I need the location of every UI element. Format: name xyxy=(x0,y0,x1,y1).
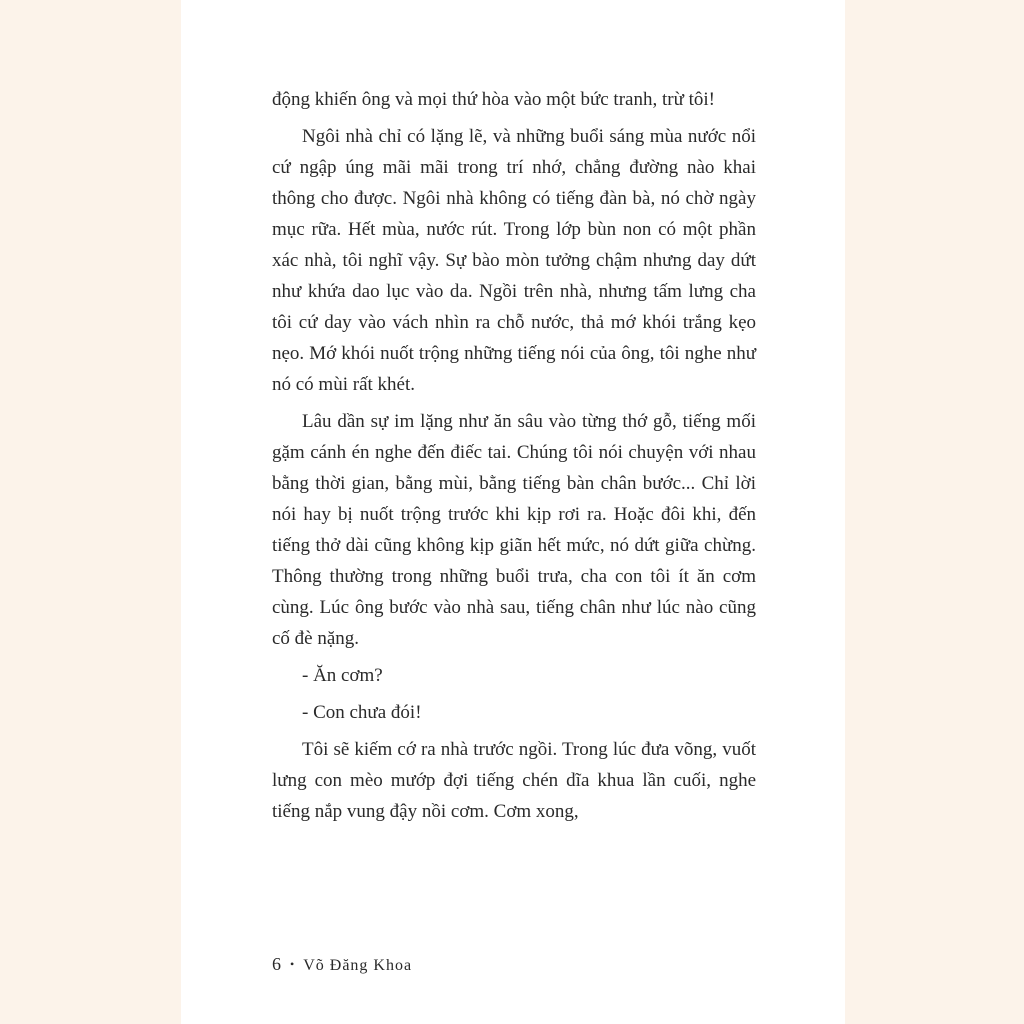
page-footer xyxy=(272,954,412,975)
book-page xyxy=(181,0,845,1024)
page-body xyxy=(272,84,756,833)
page-number: 6 xyxy=(272,954,282,974)
paragraph: Lâu dần sự im lặng như ăn sâu vào từng thớ gỗ, tiếng mối gặm cánh én nghe đến điếc tai. Chúng tôi nói chuyện với nhau bằng thời gian, bằng mùi, bằng tiếng bàn chân bước... Chỉ lời nói hay bị nuốt trộng trước khi kịp rơi ra. Hoặc đôi khi, đến tiếng thở dài cũng không kịp giãn hết mức, nó dứt giữa chừng. Thông thường trong những buổi trưa, cha con tôi ít ăn cơm cùng. Lúc ông bước vào nhà sau, tiếng chân như lúc nào cũng cố đè nặng. xyxy=(272,411,756,649)
paragraph: Ngôi nhà chỉ có lặng lẽ, và những buổi sáng mùa nước nổi cứ ngập úng mãi mãi trong trí nhớ, chẳng đường nào khai thông cho được. Ngôi nhà không có tiếng đàn bà, nó chờ ngày mục rữa. Hết mùa, nước rút. Trong lớp bùn non có một phần xác nhà, tôi nghĩ vậy. Sự bào mòn tưởng chậm nhưng day dứt như khứa dao lục vào da. Ngồi trên nhà, nhưng tấm lưng cha tôi cứ day vào vách nhìn ra chỗ nước, thả mớ khói trắng kẹo nẹo. Mớ khói nuốt trộng những tiếng nói của ông, tôi nghe như nó có mùi rất khét. xyxy=(272,126,756,395)
dialogue-line: - Con chưa đói! xyxy=(302,702,422,723)
dialogue-line: - Ăn cơm? xyxy=(302,665,383,686)
paragraph: Tôi sẽ kiếm cớ ra nhà trước ngồi. Trong lúc đưa võng, vuốt lưng con mèo mướp đợi tiếng chén dĩa khua lần cuối, nghe tiếng nắp vung đậy nồi cơm. Cơm xong, xyxy=(272,739,756,822)
paragraph-continuation: động khiến ông và mọi thứ hòa vào một bức tranh, trừ tôi! xyxy=(272,89,716,110)
author-name: Võ Đăng Khoa xyxy=(303,957,413,974)
footer-separator: • xyxy=(290,957,296,971)
